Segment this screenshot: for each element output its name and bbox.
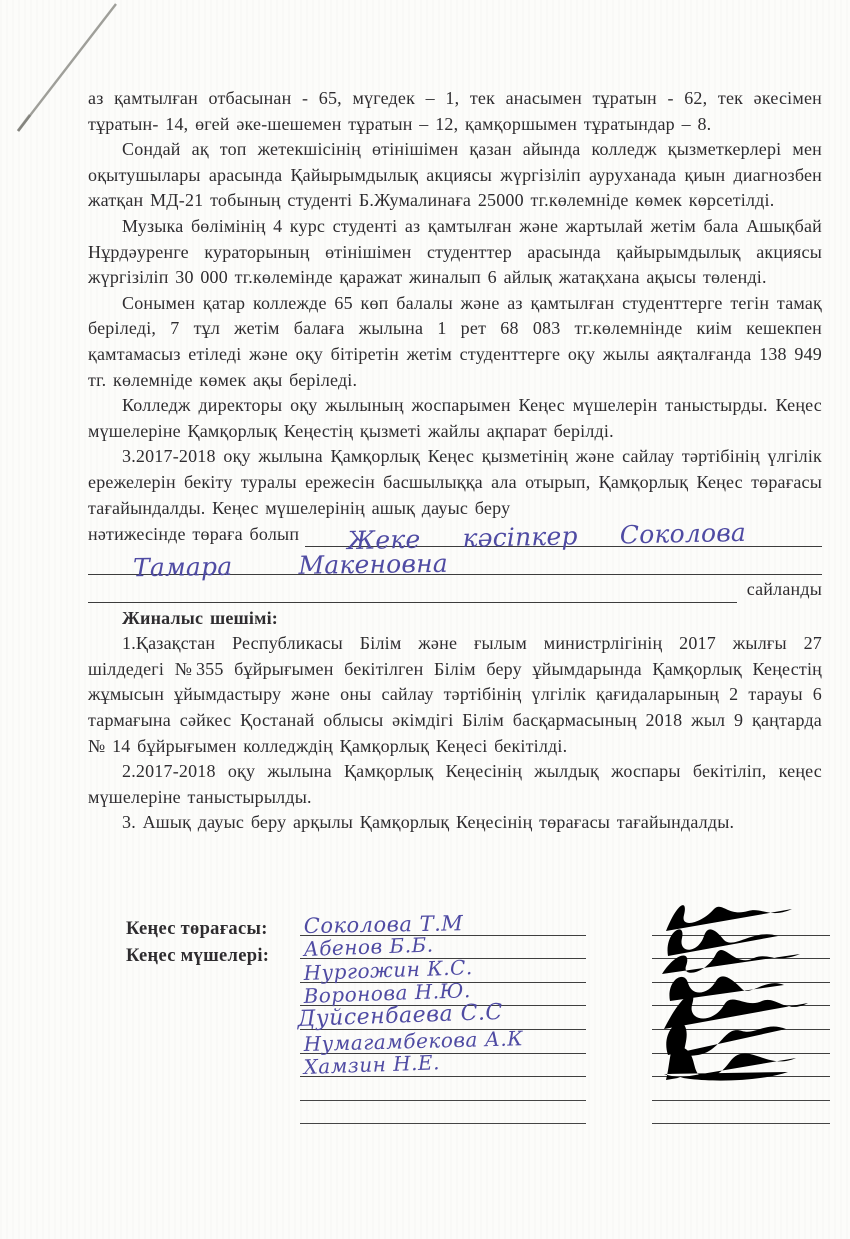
name-line xyxy=(300,1077,586,1101)
signature-line xyxy=(652,1054,830,1078)
chairman-label: Кеңес төрағасы: xyxy=(126,919,268,939)
paragraph: Музыка бөлімінің 4 курс студенті аз қамтылған және жартылай жетім бала Ашықбай Нұрдәуренге кураторының өтінішімен студенттер арасында қайырымдылық акциясы жүргізіліп 30 000 тг.көлемінде қаражат жиналып 6 айлық жатақхана ақысы төленді. xyxy=(88,215,822,288)
name-line xyxy=(300,1101,586,1125)
elected-word: сайланды xyxy=(746,579,822,600)
paragraph: 3.2017-2018 оқу жылына Қамқорлық Кеңес қызметінің және сайлау тәртібінің үлгілік ережелерін бекіту туралы ережесін басшылыққа ала отырып, Қамқорлық Кеңес төрағасы тағайындалды. Кеңес мүшелерінің ашық дауыс беру xyxy=(88,446,822,518)
fill-in-underline xyxy=(88,579,737,603)
fill-in-underline xyxy=(305,517,822,555)
signature-line xyxy=(652,1101,830,1125)
handwritten-chairman-name-line1: Жеке кәсіпкер Соколова xyxy=(346,517,747,555)
decision-heading: Жиналыс шешімі: xyxy=(122,607,278,628)
handwritten-name: Дуйсенбаева С.С xyxy=(297,999,504,1032)
fill-in-lead-text: нәтижесінде төраға болып xyxy=(88,523,300,544)
paragraph: аз қамтылған отбасынан - 65, мүгедек – 1, тек анасымен тұратын - 62, тек әкесімен тұратын- 14, өгей әке-шешемен тұратын – 12, қамқоршымен тұратындар – 8. xyxy=(88,88,822,134)
fill-in-underline xyxy=(88,548,822,582)
signature-rows xyxy=(297,910,832,1124)
handwritten-name: Нургожин К.С. xyxy=(303,954,474,985)
handwritten-chairman-name-line2: Тамара Макеновна xyxy=(132,548,449,582)
members-label: Кеңес мүшелері: xyxy=(126,945,270,966)
name-line xyxy=(300,1050,586,1080)
handwritten-name: Соколова Т.М xyxy=(303,910,464,938)
paragraph: 2.2017-2018 оқу жылына Қамқорлық Кеңесінің жылдық жоспары бекітіліп, кеңес мүшелеріне таныстырылды. xyxy=(88,761,822,807)
name-line xyxy=(297,999,586,1032)
paragraph: Колледж директоры оқу жылының жоспарымен Кеңес мүшелерін таныстырды. Кеңес мүшелеріне Қамқорлық Кеңестің қызметі жайлы ақпарат берілді. xyxy=(88,395,822,441)
signature-block xyxy=(0,912,850,1152)
handwritten-name: Воронова Н.Ю. xyxy=(303,978,472,1009)
handwritten-name: Нумагамбекова А.К xyxy=(303,1025,524,1056)
name-line xyxy=(300,912,586,936)
document-body xyxy=(88,86,822,836)
paragraph: Сонымен қатар коллежде 65 көп балалы және аз қамтылған студенттерге тегін тамақ беріледі, 7 тұл жетім балаға жылына 1 рет 68 083 тг.көлемнінде киім кешекпен қамтамасыз етіледі және оқу бітіретін жетім студенттерге оқу жылы аяқталғанда 138 949 тг. көлемніде көмек ақы беріледі. xyxy=(88,292,822,390)
paragraph: 1.Қазақстан Республикасы Білім және ғылым министрлігінің 2017 жылғы 27 шілдедегі №355 бұйрығымен бекітілген Білім беру ұйымдарында Қамқорлық Кеңестің жұмысын ұйымдастыру және оны сайлау тәртібінің үлгілік қағидаларының 2 тарауы 6 тармағына сәйкес Қостанай облысы әкімдігі Білім басқармасының 2018 жыл 9 қаңтарда № 14 бұйрығымен колледждің Қамқорлық Кеңесі бекітілді. xyxy=(88,633,822,756)
signature-labels xyxy=(126,916,269,969)
elected-row xyxy=(88,577,822,603)
paragraph: Сондай ақ топ жетекшісінің өтінішімен қазан айында колледж қызметкерлері мен оқытушылары арасында Қайырымдылық акциясы жүргізіліп ауруханада қиын диагнозбен жатқан МД-21 тобының студенті Б.Жумалинаға 25000 тг.көлемніде көмек көрсетілді. xyxy=(88,139,822,211)
paragraph: 3. Ашық дауыс беру арқылы Қамқорлық Кеңесінің төрағасы тағайындалды. xyxy=(122,812,735,833)
signature-row xyxy=(300,1101,832,1125)
name-line xyxy=(300,1025,586,1056)
signature-line xyxy=(652,1077,830,1101)
chairman-fill-in-row xyxy=(88,517,822,555)
handwritten-name: Хамзин Н.Е. xyxy=(303,1050,441,1080)
signature-row xyxy=(300,1077,832,1101)
signature-row xyxy=(300,1050,832,1080)
handwritten-name: Абенов Б.Б. xyxy=(303,932,434,962)
